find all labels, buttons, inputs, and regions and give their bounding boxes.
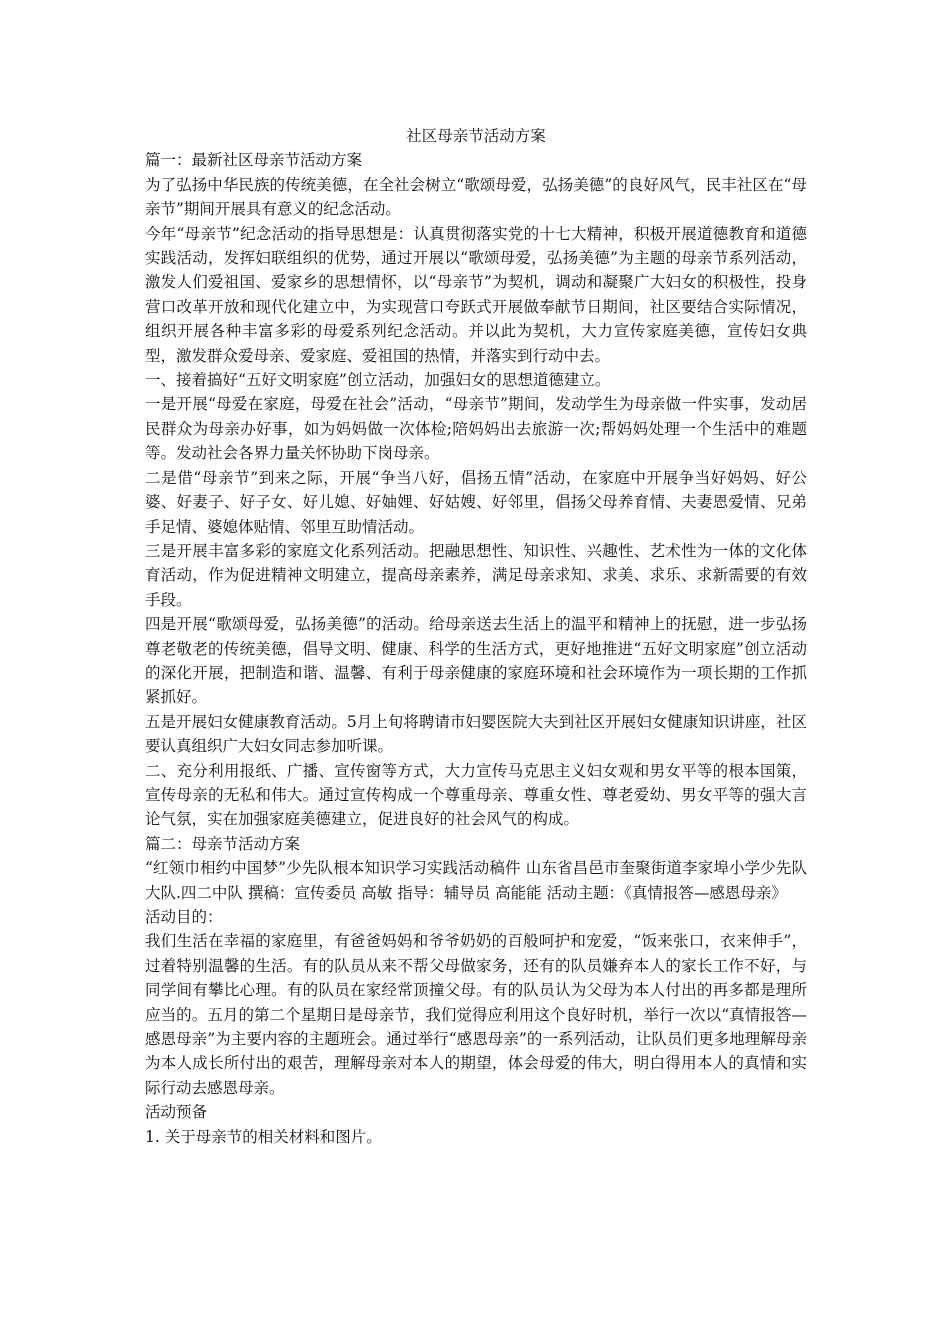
paragraph: 三是开展丰富多彩的家庭文化系列活动。把融思想性、知识性、兴趣性、艺术性为一体的文化体育活动，作为促进精神文明建立，提高母亲素养，满足母亲求知、求美、求乐、求新需要的有效手段。 bbox=[145, 541, 807, 609]
document-paragraphs bbox=[145, 148, 807, 1149]
paragraph: 为了弘扬中华民族的传统美德，在全社会树立“歌颂母爱，弘扬美德”的良好风气，民丰社区在“母亲节”期间开展具有意义的纪念活动。 bbox=[145, 175, 807, 219]
paragraph: 四是开展“歌颂母爱，弘扬美德”的活动。给母亲送去生活上的温平和精神上的抚慰，进一步弘扬尊老敬老的传统美德，倡导文明、健康、科学的生活方式，更好地推进“五好文明家庭”创立活动的深化开展，把制造和谐、温馨、有利于母亲健康的家庭环境和社会环境作为一项长期的工作抓紧抓好。 bbox=[145, 615, 807, 707]
document-title: 社区母亲节活动方案 bbox=[406, 127, 546, 145]
section-heading: 篇一：最新社区母亲节活动方案 bbox=[145, 151, 363, 170]
paragraph: 今年“母亲节”纪念活动的指导思想是：认真贯彻落实党的十七大精神，积极开展道德教育和道德实践活动，发挥妇联组织的优势，通过开展以“歌颂母爱，弘扬美德”为主题的母亲节系列活动，激发人们爱祖国、爱家乡的思想情怀，以“母亲节”为契机，调动和凝聚广大妇女的积极性，投身营口改革开放和现代化建立中，为实现营口夸跃式开展做奉献节日期间，社区要结合实际情况，组织开展各种丰富多彩的母爱系列纪念活动。并以此为契机，大力宣传家庭美德，宣传妇女典型，激发群众爱母亲、爱家庭、爱祖国的热情，并落实到行动中去。 bbox=[145, 224, 807, 365]
paragraph: 一是开展“母爱在家庭，母爱在社会”活动，“母亲节”期间，发动学生为母亲做一件实事，发动居民群众为母亲办好事，如为妈妈做一次体检;陪妈妈出去旅游一次;帮妈妈处理一个生活中的难题等。发动社会各界力量关怀协助下岗母亲。 bbox=[145, 395, 807, 463]
paragraph: 活动预备 bbox=[145, 1103, 208, 1122]
paragraph: 五是开展妇女健康教育活动。5月上旬将聘请市妇婴医院大夫到社区开展妇女健康知识讲座，社区要认真组织广大妇女同志参加听课。 bbox=[145, 712, 807, 756]
section-heading: 篇二：母亲节活动方案 bbox=[145, 834, 301, 853]
paragraph: 二是借“母亲节”到来之际，开展“争当八好，倡扬五情”活动，在家庭中开展争当好妈妈、好公婆、好妻子、好子女、好儿媳、好妯娌、好姑嫂、好邻里，倡扬父母养育情、夫妻恩爱情、兄弟手足情、婆媳体贴情、邻里互助情活动。 bbox=[145, 468, 807, 536]
document-body bbox=[145, 124, 807, 1149]
paragraph: 活动目的： bbox=[145, 908, 223, 926]
paragraph: 二、充分利用报纸、广播、宣传窗等方式，大力宣传马克思主义妇女观和男女平等的根本国策，宣传母亲的无私和伟大。通过宣传构成一个尊重母亲、尊重女性、尊老爱幼、男女平等的强大言论气氛，实在加强家庭美德建立，促进良好的社会风气的构成。 bbox=[145, 761, 807, 829]
paragraph: 一、接着搞好“五好文明家庭”创立活动，加强妇女的思想道德建立。 bbox=[145, 371, 611, 390]
paragraph: 1. 关于母亲节的相关材料和图片。 bbox=[145, 1127, 382, 1146]
paragraph: 我们生活在幸福的家庭里，有爸爸妈妈和爷爷奶奶的百般呵护和宠爱，“饭来张口，衣来伸手”，过着特别温馨的生活。有的队员从来不帮父母做家务，还有的队员嫌弃本人的家长工作不好，与同学间有攀比心理。有的队员在家经常顶撞父母。有的队员认为父母为本人付出的再多都是理所应当的。五月的第二个星期日是母亲节，我们觉得应利用这个良好时机，举行一次以“真情报答—感恩母亲”为主要内容的主题班会。通过举行“感恩母亲”的一系列活动，让队员们更多地理解母亲为本人成长所付出的艰苦，理解母亲对本人的期望，体会母爱的伟大，明白得用本人的真情和实际行动去感恩母亲。 bbox=[145, 932, 807, 1097]
paragraph: “红领巾相约中国梦”少先队根本知识学习实践活动稿件 山东省昌邑市奎聚街道李家埠小学少先队大队.四二中队 撰稿：宣传委员 高敏 指导：辅导员 高能能 活动主题：《真情报答—感恩母亲》 bbox=[145, 859, 807, 902]
